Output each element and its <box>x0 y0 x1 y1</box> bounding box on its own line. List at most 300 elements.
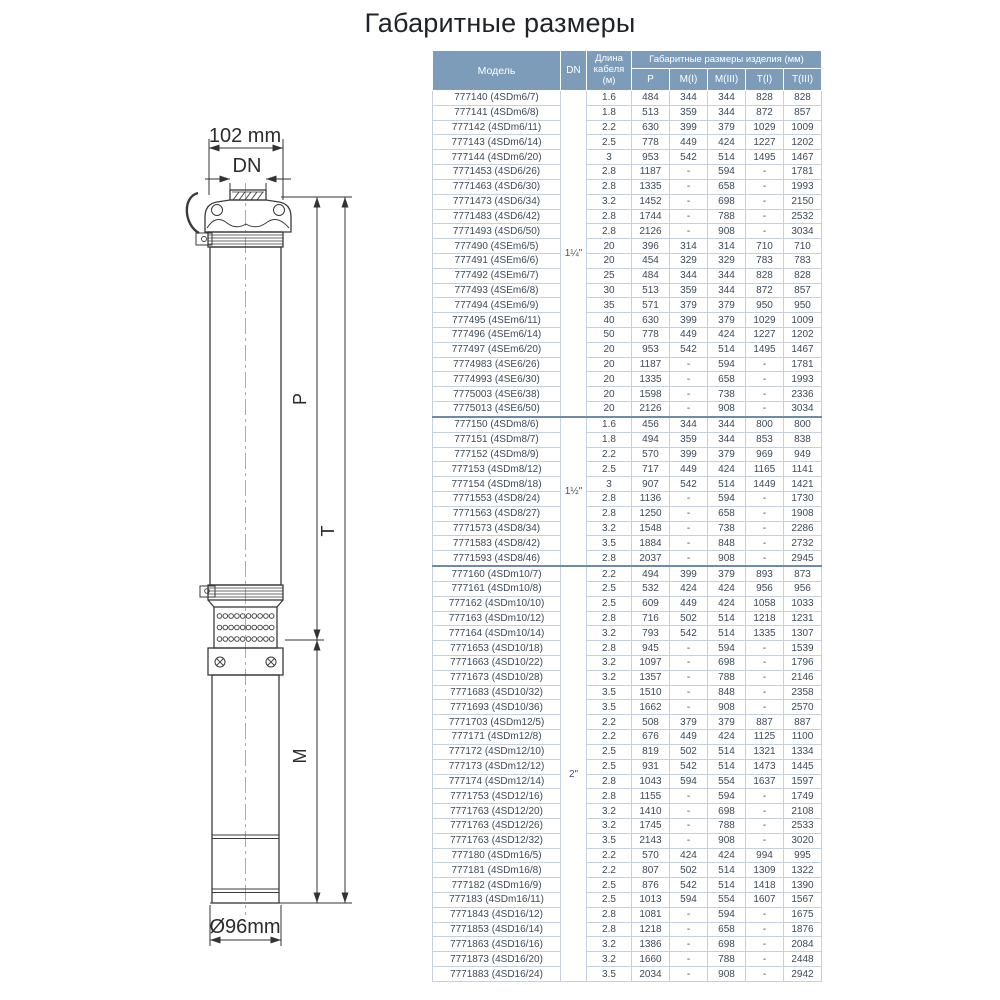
m1-cell: - <box>670 372 708 387</box>
m3-cell: 514 <box>708 477 746 492</box>
p-cell: 1187 <box>632 165 670 180</box>
p-cell: 717 <box>632 462 670 477</box>
t3-cell: 1993 <box>784 179 822 194</box>
p-cell: 1452 <box>632 194 670 209</box>
t3-cell: 1231 <box>784 611 822 626</box>
p-cell: 454 <box>632 253 670 268</box>
p-cell: 513 <box>632 283 670 298</box>
header-cable-length: Длина кабеля (м) <box>587 51 632 91</box>
t3-cell: 2570 <box>784 700 822 715</box>
model-cell: 7771703 (4SDm12/5) <box>433 715 561 730</box>
t1-cell: - <box>746 551 784 566</box>
model-cell: 777161 (4SDm10/8) <box>433 581 561 596</box>
cable-length-cell: 2.8 <box>587 224 632 239</box>
t3-cell: 2150 <box>784 194 822 209</box>
table-row <box>433 536 822 551</box>
t3-cell: 2945 <box>784 551 822 566</box>
m3-cell: 379 <box>708 566 746 581</box>
cable-length-cell: 2.2 <box>587 447 632 462</box>
t1-cell: - <box>746 194 784 209</box>
table-row <box>433 878 822 893</box>
t3-cell: 1322 <box>784 863 822 878</box>
model-cell: 7771583 (4SD8/42) <box>433 536 561 551</box>
cable-length-cell: 20 <box>587 387 632 402</box>
t3-cell: 2942 <box>784 967 822 982</box>
m3-cell: 738 <box>708 387 746 402</box>
t1-cell: - <box>746 224 784 239</box>
model-cell: 777141 (4SDm6/8) <box>433 105 561 120</box>
table-row <box>433 165 822 180</box>
cable-length-cell: 20 <box>587 342 632 357</box>
m3-cell: 379 <box>708 120 746 135</box>
m1-cell: - <box>670 833 708 848</box>
table-body <box>433 91 822 982</box>
model-cell: 777174 (4SDm12/14) <box>433 774 561 789</box>
p-cell: 508 <box>632 715 670 730</box>
t1-cell: - <box>746 656 784 671</box>
m3-cell: 594 <box>708 357 746 372</box>
model-cell: 777496 (4SEm6/14) <box>433 328 561 343</box>
t1-cell: 1227 <box>746 135 784 150</box>
dimensions-table <box>432 50 821 982</box>
t3-cell: 800 <box>784 417 822 432</box>
m3-cell: 424 <box>708 135 746 150</box>
cable-length-cell: 2.5 <box>587 462 632 477</box>
m1-cell: - <box>670 952 708 967</box>
p-cell: 1598 <box>632 387 670 402</box>
p-cell: 1410 <box>632 804 670 819</box>
p-cell: 1744 <box>632 209 670 224</box>
p-cell: 819 <box>632 744 670 759</box>
m3-cell: 908 <box>708 551 746 566</box>
t3-cell: 1390 <box>784 878 822 893</box>
table-row <box>433 922 822 937</box>
m3-cell: 424 <box>708 581 746 596</box>
table-row <box>433 209 822 224</box>
m1-cell: - <box>670 818 708 833</box>
m1-cell: 449 <box>670 135 708 150</box>
model-cell: 777154 (4SDm8/18) <box>433 477 561 492</box>
table-row <box>433 432 822 447</box>
t3-cell: 2532 <box>784 209 822 224</box>
m1-cell: 449 <box>670 730 708 745</box>
model-cell: 7771483 (4SD6/42) <box>433 209 561 224</box>
model-cell: 777491 (4SEm6/6) <box>433 253 561 268</box>
model-cell: 777492 (4SEm6/7) <box>433 268 561 283</box>
p-cell: 953 <box>632 342 670 357</box>
cable-length-cell: 2.8 <box>587 165 632 180</box>
table-row <box>433 298 822 313</box>
m1-cell: - <box>670 641 708 656</box>
p-cell: 484 <box>632 91 670 106</box>
t3-cell: 1730 <box>784 492 822 507</box>
m1-cell: - <box>670 165 708 180</box>
model-cell: 777180 (4SDm16/5) <box>433 848 561 863</box>
m3-cell: 908 <box>708 967 746 982</box>
t1-cell: - <box>746 789 784 804</box>
t1-cell: 872 <box>746 283 784 298</box>
table-row <box>433 506 822 521</box>
table-row <box>433 313 822 328</box>
t1-cell: 1218 <box>746 611 784 626</box>
t3-cell: 2108 <box>784 804 822 819</box>
t1-cell: - <box>746 937 784 952</box>
cable-length-cell: 2.5 <box>587 596 632 611</box>
cable-length-cell: 3.5 <box>587 833 632 848</box>
cable-length-cell: 35 <box>587 298 632 313</box>
cable-length-cell: 2.5 <box>587 581 632 596</box>
model-cell: 777143 (4SDm6/14) <box>433 135 561 150</box>
table-row <box>433 907 822 922</box>
m1-cell: - <box>670 179 708 194</box>
table-row <box>433 656 822 671</box>
model-cell: 7771663 (4SD10/22) <box>433 656 561 671</box>
t3-cell: 2448 <box>784 952 822 967</box>
m1-cell: 379 <box>670 715 708 730</box>
cable-length-cell: 3 <box>587 477 632 492</box>
t3-cell: 1749 <box>784 789 822 804</box>
cable-length-cell: 2.8 <box>587 179 632 194</box>
cable-length-cell: 3.2 <box>587 952 632 967</box>
table-row <box>433 833 822 848</box>
table-row <box>433 342 822 357</box>
t1-cell: 1495 <box>746 342 784 357</box>
cable-length-cell: 2.5 <box>587 893 632 908</box>
model-cell: 777495 (4SEm6/11) <box>433 313 561 328</box>
cable-length-cell: 2.5 <box>587 744 632 759</box>
t1-cell: - <box>746 387 784 402</box>
m1-cell: - <box>670 402 708 417</box>
cable-length-cell: 2.8 <box>587 209 632 224</box>
t1-cell: 872 <box>746 105 784 120</box>
m3-cell: 514 <box>708 611 746 626</box>
m1-cell: - <box>670 387 708 402</box>
p-cell: 807 <box>632 863 670 878</box>
p-cell: 456 <box>632 417 670 432</box>
model-cell: 7771763 (4SD12/20) <box>433 804 561 819</box>
p-cell: 1155 <box>632 789 670 804</box>
t3-cell: 1009 <box>784 120 822 135</box>
t1-cell: 1165 <box>746 462 784 477</box>
t1-cell: 1473 <box>746 759 784 774</box>
t1-cell: - <box>746 685 784 700</box>
p-cell: 1218 <box>632 922 670 937</box>
m1-cell: - <box>670 194 708 209</box>
m3-cell: 424 <box>708 848 746 863</box>
t3-cell: 949 <box>784 447 822 462</box>
m1-cell: 344 <box>670 417 708 432</box>
t3-cell: 828 <box>784 268 822 283</box>
p-cell: 1510 <box>632 685 670 700</box>
m3-cell: 314 <box>708 239 746 254</box>
m3-cell: 698 <box>708 194 746 209</box>
table-header <box>433 51 822 91</box>
m1-cell: - <box>670 656 708 671</box>
t3-cell: 1202 <box>784 328 822 343</box>
table-row <box>433 566 822 581</box>
m1-cell: 329 <box>670 253 708 268</box>
t1-cell: - <box>746 209 784 224</box>
p-cell: 571 <box>632 298 670 313</box>
t3-cell: 2336 <box>784 387 822 402</box>
table-row <box>433 239 822 254</box>
header-dim-t3: T(III) <box>784 69 822 91</box>
table-row <box>433 789 822 804</box>
table-row <box>433 685 822 700</box>
m3-cell: 379 <box>708 715 746 730</box>
t3-cell: 1445 <box>784 759 822 774</box>
model-cell: 777490 (4SEm6/5) <box>433 239 561 254</box>
t1-cell: - <box>746 833 784 848</box>
m3-cell: 738 <box>708 521 746 536</box>
p-cell: 778 <box>632 135 670 150</box>
m1-cell: 449 <box>670 462 708 477</box>
cable-length-cell: 2.8 <box>587 922 632 937</box>
m1-cell: 542 <box>670 878 708 893</box>
model-cell: 7771693 (4SD10/36) <box>433 700 561 715</box>
model-cell: 777172 (4SDm12/10) <box>433 744 561 759</box>
t1-cell: 1495 <box>746 150 784 165</box>
cable-length-cell: 2.5 <box>587 135 632 150</box>
t1-cell: 994 <box>746 848 784 863</box>
m3-cell: 344 <box>708 105 746 120</box>
p-cell: 1884 <box>632 536 670 551</box>
m1-cell: 359 <box>670 432 708 447</box>
t1-cell: 800 <box>746 417 784 432</box>
m3-cell: 424 <box>708 462 746 477</box>
t1-cell: - <box>746 818 784 833</box>
table-row <box>433 135 822 150</box>
pump-outline <box>187 190 291 903</box>
table-row <box>433 268 822 283</box>
model-cell: 777142 (4SDm6/11) <box>433 120 561 135</box>
m3-cell: 344 <box>708 432 746 447</box>
p-cell: 778 <box>632 328 670 343</box>
p-cell: 2126 <box>632 402 670 417</box>
dn-cell: 2" <box>561 566 587 981</box>
model-cell: 7771863 (4SD16/16) <box>433 937 561 952</box>
cable-length-cell: 20 <box>587 239 632 254</box>
cable-length-cell: 3.2 <box>587 194 632 209</box>
table-row <box>433 670 822 685</box>
m1-cell: 594 <box>670 774 708 789</box>
t3-cell: 838 <box>784 432 822 447</box>
t3-cell: 1781 <box>784 357 822 372</box>
model-cell: 777163 (4SDm10/12) <box>433 611 561 626</box>
cable-length-cell: 3.2 <box>587 937 632 952</box>
m3-cell: 424 <box>708 730 746 745</box>
m1-cell: 449 <box>670 596 708 611</box>
m3-cell: 344 <box>708 283 746 298</box>
table-row <box>433 521 822 536</box>
m1-cell: - <box>670 506 708 521</box>
m3-cell: 658 <box>708 372 746 387</box>
model-cell: 7775013 (4SE6/50) <box>433 402 561 417</box>
t3-cell: 3034 <box>784 402 822 417</box>
m1-cell: 542 <box>670 342 708 357</box>
model-cell: 777162 (4SDm10/10) <box>433 596 561 611</box>
p-cell: 1187 <box>632 357 670 372</box>
p-cell: 494 <box>632 566 670 581</box>
cable-length-cell: 2.8 <box>587 611 632 626</box>
cable-length-cell: 2.8 <box>587 774 632 789</box>
m1-cell: - <box>670 967 708 982</box>
m3-cell: 594 <box>708 789 746 804</box>
table-row <box>433 283 822 298</box>
table-row <box>433 387 822 402</box>
t1-cell: 828 <box>746 268 784 283</box>
table-row <box>433 477 822 492</box>
m1-cell: - <box>670 551 708 566</box>
table-row <box>433 611 822 626</box>
table-row <box>433 596 822 611</box>
model-cell: 777153 (4SDm8/12) <box>433 462 561 477</box>
model-cell: 7774983 (4SE6/26) <box>433 357 561 372</box>
p-cell: 1660 <box>632 952 670 967</box>
m1-cell: 344 <box>670 268 708 283</box>
pump-dimension-drawing <box>150 95 440 975</box>
outlet-dn-label: DN <box>232 155 262 177</box>
table-row <box>433 357 822 372</box>
cable-length-cell: 20 <box>587 372 632 387</box>
p-cell: 1013 <box>632 893 670 908</box>
table-row <box>433 804 822 819</box>
m1-cell: - <box>670 357 708 372</box>
table-row <box>433 417 822 432</box>
table-row <box>433 224 822 239</box>
t3-cell: 1033 <box>784 596 822 611</box>
m1-cell: - <box>670 922 708 937</box>
p-cell: 630 <box>632 120 670 135</box>
table-row <box>433 818 822 833</box>
m1-cell: - <box>670 670 708 685</box>
table-row <box>433 179 822 194</box>
t1-cell: 1309 <box>746 863 784 878</box>
cable-length-cell: 2.2 <box>587 863 632 878</box>
m1-cell: - <box>670 685 708 700</box>
cable-length-cell: 2.5 <box>587 878 632 893</box>
p-cell: 676 <box>632 730 670 745</box>
p-cell: 793 <box>632 626 670 641</box>
t3-cell: 1876 <box>784 922 822 937</box>
model-cell: 777493 (4SEm6/8) <box>433 283 561 298</box>
m3-cell: 698 <box>708 804 746 819</box>
t3-cell: 1675 <box>784 907 822 922</box>
model-cell: 7771683 (4SD10/32) <box>433 685 561 700</box>
t3-cell: 1467 <box>784 342 822 357</box>
cable-length-cell: 2.8 <box>587 907 632 922</box>
header-dim-t1: T(I) <box>746 69 784 91</box>
table-row <box>433 447 822 462</box>
cable-length-cell: 3.2 <box>587 818 632 833</box>
t3-cell: 1908 <box>784 506 822 521</box>
m1-cell: 399 <box>670 313 708 328</box>
table-row <box>433 967 822 982</box>
p-cell: 716 <box>632 611 670 626</box>
p-cell: 570 <box>632 848 670 863</box>
t3-cell: 1781 <box>784 165 822 180</box>
table-row <box>433 402 822 417</box>
model-cell: 7771593 (4SD8/46) <box>433 551 561 566</box>
m1-cell: 314 <box>670 239 708 254</box>
m1-cell: 502 <box>670 744 708 759</box>
model-cell: 7771463 (4SD6/30) <box>433 179 561 194</box>
model-cell: 7771473 (4SD6/34) <box>433 194 561 209</box>
p-cell: 1335 <box>632 372 670 387</box>
cable-length-cell: 2.8 <box>587 492 632 507</box>
t3-cell: 1467 <box>784 150 822 165</box>
cable-length-cell: 2.5 <box>587 759 632 774</box>
t3-cell: 1993 <box>784 372 822 387</box>
t1-cell: - <box>746 179 784 194</box>
t1-cell: - <box>746 952 784 967</box>
t3-cell: 1567 <box>784 893 822 908</box>
header-dim-m3: M(III) <box>708 69 746 91</box>
total-length-label: T <box>318 525 338 537</box>
p-cell: 1081 <box>632 907 670 922</box>
p-cell: 513 <box>632 105 670 120</box>
t1-cell: 969 <box>746 447 784 462</box>
m3-cell: 698 <box>708 656 746 671</box>
cable-length-cell: 1.6 <box>587 417 632 432</box>
cable-length-cell: 1.8 <box>587 105 632 120</box>
p-cell: 2034 <box>632 967 670 982</box>
t1-cell: 1227 <box>746 328 784 343</box>
table-row <box>433 700 822 715</box>
table-row <box>433 91 822 106</box>
cable-length-cell: 30 <box>587 283 632 298</box>
p-cell: 2037 <box>632 551 670 566</box>
m3-cell: 514 <box>708 150 746 165</box>
model-cell: 777181 (4SDm16/8) <box>433 863 561 878</box>
model-cell: 777494 (4SEm6/9) <box>433 298 561 313</box>
table-row <box>433 150 822 165</box>
model-cell: 777497 (4SEm6/20) <box>433 342 561 357</box>
t1-cell: 1418 <box>746 878 784 893</box>
t1-cell: 887 <box>746 715 784 730</box>
model-cell: 777171 (4SDm12/8) <box>433 730 561 745</box>
t1-cell: - <box>746 804 784 819</box>
m1-cell: - <box>670 789 708 804</box>
table-row <box>433 120 822 135</box>
cable-length-cell: 20 <box>587 357 632 372</box>
t1-cell: 893 <box>746 566 784 581</box>
table-row <box>433 730 822 745</box>
model-cell: 7771763 (4SD12/32) <box>433 833 561 848</box>
model-cell: 7771883 (4SD16/24) <box>433 967 561 982</box>
p-cell: 876 <box>632 878 670 893</box>
model-cell: 777151 (4SDm8/7) <box>433 432 561 447</box>
t1-cell: 710 <box>746 239 784 254</box>
table-row <box>433 848 822 863</box>
t1-cell: 1449 <box>746 477 784 492</box>
t3-cell: 1202 <box>784 135 822 150</box>
pump-drawing-svg <box>150 95 440 975</box>
p-cell: 1662 <box>632 700 670 715</box>
m3-cell: 514 <box>708 863 746 878</box>
m1-cell: 399 <box>670 447 708 462</box>
t3-cell: 995 <box>784 848 822 863</box>
m3-cell: 658 <box>708 506 746 521</box>
m1-cell: - <box>670 521 708 536</box>
m3-cell: 379 <box>708 298 746 313</box>
m1-cell: - <box>670 492 708 507</box>
m3-cell: 908 <box>708 833 746 848</box>
cable-length-cell: 2.8 <box>587 551 632 566</box>
p-cell: 945 <box>632 641 670 656</box>
p-cell: 907 <box>632 477 670 492</box>
p-cell: 1335 <box>632 179 670 194</box>
